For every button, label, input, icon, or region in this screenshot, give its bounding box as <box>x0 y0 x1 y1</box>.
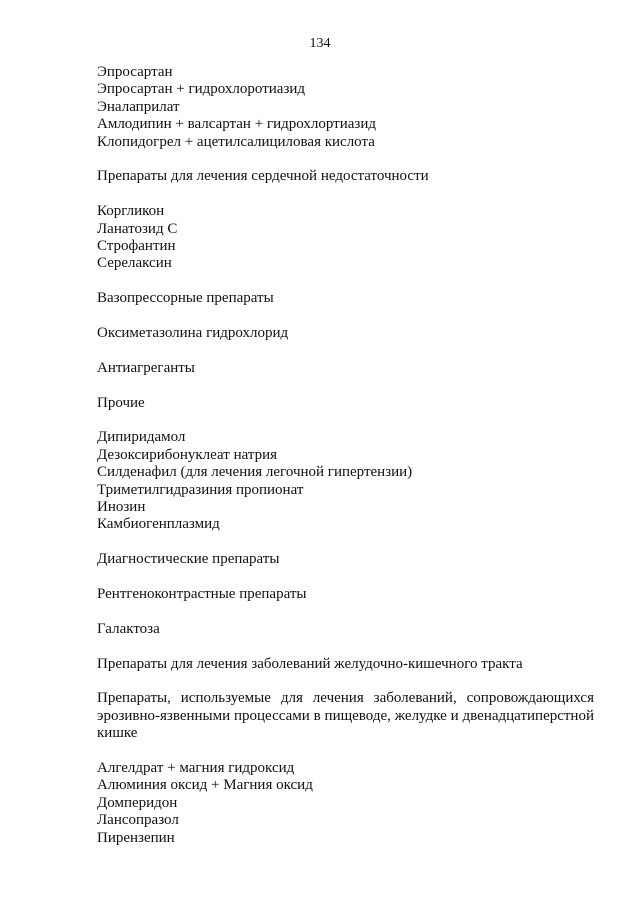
blank-line <box>97 673 594 690</box>
text-line: Коргликон <box>97 203 165 220</box>
text-line: Вазопрессорные препараты <box>97 290 274 307</box>
text-line: Инозин <box>97 499 146 516</box>
text-line: Эпросартан + гидрохлоротиазид <box>97 81 306 98</box>
text-line: Препараты для лечения заболеваний желудочно-кишечного тракта <box>97 655 523 672</box>
text-line: Дезоксирибонуклеат натрия <box>97 446 278 463</box>
text-line: Галактоза <box>97 620 160 637</box>
text-line: Ланатозид С <box>97 220 178 237</box>
text-line: Алюминия оксид + Магния оксид <box>97 777 313 794</box>
text-line: Силденафил (для лечения легочной гипертензии) <box>97 464 413 481</box>
text-line: Триметилгидразиния пропионат <box>97 481 304 498</box>
text-paragraph: Препараты, используемые для лечения заболеваний, сопровождающихся эрозивно-язвенными процессами в пищеводе, желудке и двенадцатиперстной кишке <box>97 690 594 742</box>
text-line: Амлодипин + валсартан + гидрохлортиазид <box>97 116 376 133</box>
text-line: Домперидон <box>97 794 178 811</box>
text-line: Оксиметазолина гидрохлорид <box>97 325 289 342</box>
blank-line <box>97 308 594 325</box>
blank-line <box>97 534 594 551</box>
text-line: Пирензепин <box>97 829 175 846</box>
blank-line <box>97 743 594 760</box>
text-line: Эналаприлат <box>97 98 180 115</box>
text-line: Диагностические препараты <box>97 551 280 568</box>
text-line: Лансопразол <box>97 812 179 829</box>
blank-line <box>97 412 594 429</box>
blank-line <box>97 273 594 290</box>
text-line: Клопидогрел + ацетилсалициловая кислота <box>97 133 375 150</box>
blank-line <box>97 186 594 203</box>
blank-line <box>97 569 594 586</box>
page-number: 134 <box>309 36 331 51</box>
text-line: Рентгеноконтрастные препараты <box>97 586 307 603</box>
blank-line <box>97 638 594 655</box>
blank-line <box>97 603 594 620</box>
text-line: Препараты для лечения сердечной недостаточности <box>97 168 429 185</box>
text-line: Дипиридамол <box>97 429 186 446</box>
text-line: Алгелдрат + магния гидроксид <box>97 760 295 777</box>
text-line: Серелаксин <box>97 255 172 272</box>
text-line: Камбиогенплазмид <box>97 516 220 533</box>
document-body <box>97 64 594 847</box>
blank-line <box>97 151 594 168</box>
text-line: Эпросартан <box>97 64 173 80</box>
blank-line <box>97 342 594 359</box>
text-line: Прочие <box>97 394 145 411</box>
text-line: Строфантин <box>97 238 176 255</box>
blank-line <box>97 377 594 394</box>
text-line: Антиагреганты <box>97 359 195 376</box>
